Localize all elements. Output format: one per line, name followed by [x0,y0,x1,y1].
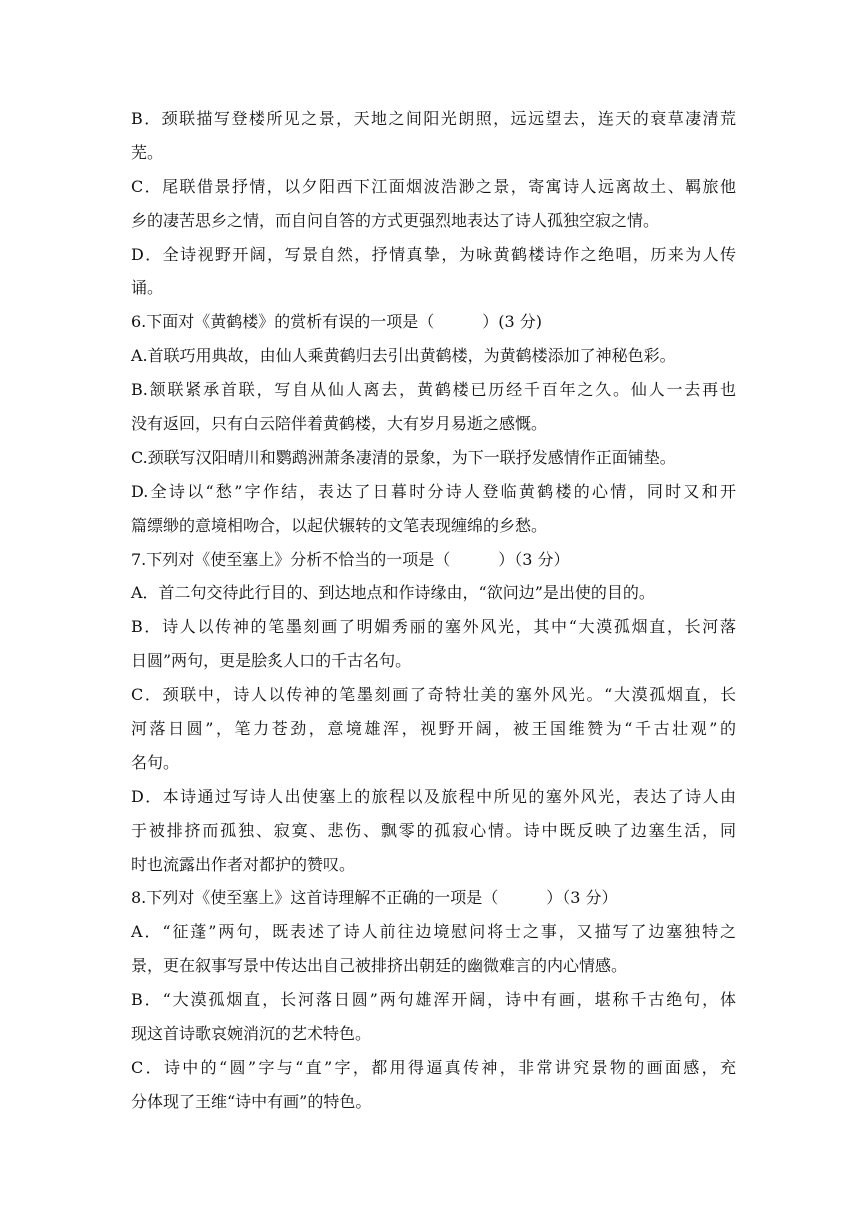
item-8c [131,1051,736,1119]
text-line: 6.下面对《黄鹤楼》的赏析有误的一项是（ ）(3 分) [131,312,543,332]
item-8b [131,983,736,1051]
text-line: 没有返回，只有白云陪伴着黄鹤楼，大有岁月易逝之感慨。 [131,414,548,434]
text-line: D．全诗视野开阔，写景自然，抒情真挚，为咏黄鹤楼诗作之绝唱，历来为人传 [131,244,736,264]
text-line: B．“大漠孤烟直，长河落日圆”两句雄浑开阔，诗中有画，堪称千古绝句，体 [131,990,736,1010]
item-6a [131,339,736,373]
text-line: A．首二句交待此行目的、到达地点和作诗缘由，“欲问边”是出使的目的。 [131,583,655,603]
text-line: 7.下列对《使至塞上》分析不恰当的一项是（ ）（3 分） [131,549,570,569]
text-line: 于被排挤而孤独、寂寞、悲伤、飘零的孤寂心情。诗中既反映了边塞生活，同 [131,820,736,840]
item-7a [131,576,736,610]
text-line: B.颔联紧承首联，写自从仙人离去，黄鹤楼已历经千百年之久。仙人一去再也 [131,380,736,400]
text-line: A.首联巧用典故，由仙人乘黄鹤归去引出黄鹤楼，为黄鹤楼添加了神秘色彩。 [131,346,676,366]
text-line: C．诗中的“圆”字与“直”字，都用得逼真传神，非常讲究景物的画面感，充 [131,1057,736,1077]
text-line: 日圆”两句，更是脍炙人口的千古名句。 [131,651,412,671]
text-line: 分体现了王维“诗中有画”的特色。 [131,1091,372,1111]
text-line: C.颈联写汉阳晴川和鹦鹉洲萧条凄清的景象，为下一联抒发感情作正面铺垫。 [131,447,676,467]
item-5c [131,170,736,238]
text-line: 景，更在叙事写景中传达出自己被排挤出朝廷的幽微难言的内心情感。 [131,956,628,976]
text-line: 现这首诗歌哀婉消沉的艺术特色。 [131,1024,372,1044]
text-line: 芜。 [131,142,164,162]
item-6b [131,373,736,441]
text-line: A．“征蓬”两句，既表述了诗人前往边境慰问将士之事，又描写了边塞独特之 [131,922,736,942]
item-6c [131,441,736,475]
text-line: C．颈联中，诗人以传神的笔墨刻画了奇特壮美的塞外风光。“大漠孤烟直，长 [131,685,736,705]
text-line: B．诗人以传神的笔墨刻画了明媚秀丽的塞外风光，其中“大漠孤烟直，长河落 [131,617,736,637]
text-line: 篇缥缈的意境相吻合，以起伏辗转的文笔表现缠绵的乡愁。 [131,515,548,535]
document-body [131,102,736,1119]
question-8 [131,881,736,915]
text-line: B．颈联描写登楼所见之景，天地之间阳光朗照，远远望去，连天的衰草凄清荒 [131,109,736,128]
item-7b [131,610,736,678]
text-line: 乡的凄苦思乡之情，而自问自答的方式更强烈地表达了诗人孤独空寂之情。 [131,210,660,230]
text-line: D.全诗以“愁”字作结，表达了日暮时分诗人登临黄鹤楼的心情，同时又和开 [131,481,736,501]
item-6d [131,475,736,543]
item-7d [131,780,736,882]
text-line: 8.下列对《使至塞上》这首诗理解不正确的一项是（ ）（3 分） [131,888,618,908]
item-8a [131,915,736,983]
text-line: 时也流露出作者对都护的赞叹。 [131,854,356,874]
question-6 [131,305,736,339]
item-5d [131,238,736,306]
text-line: 河落日圆”，笔力苍劲，意境雄浑，视野开阔，被王国维赞为“千古壮观”的 [131,719,736,739]
item-7c [131,678,736,780]
question-7 [131,543,736,577]
text-line: C．尾联借景抒情，以夕阳西下江面烟波浩渺之景，寄寓诗人远离故土、羁旅他 [131,176,736,196]
item-5b [131,102,736,170]
text-line: 诵。 [131,278,164,298]
text-line: D．本诗通过写诗人出使塞上的旅程以及旅程中所见的塞外风光，表达了诗人由 [131,786,736,806]
text-line: 名句。 [131,752,180,772]
